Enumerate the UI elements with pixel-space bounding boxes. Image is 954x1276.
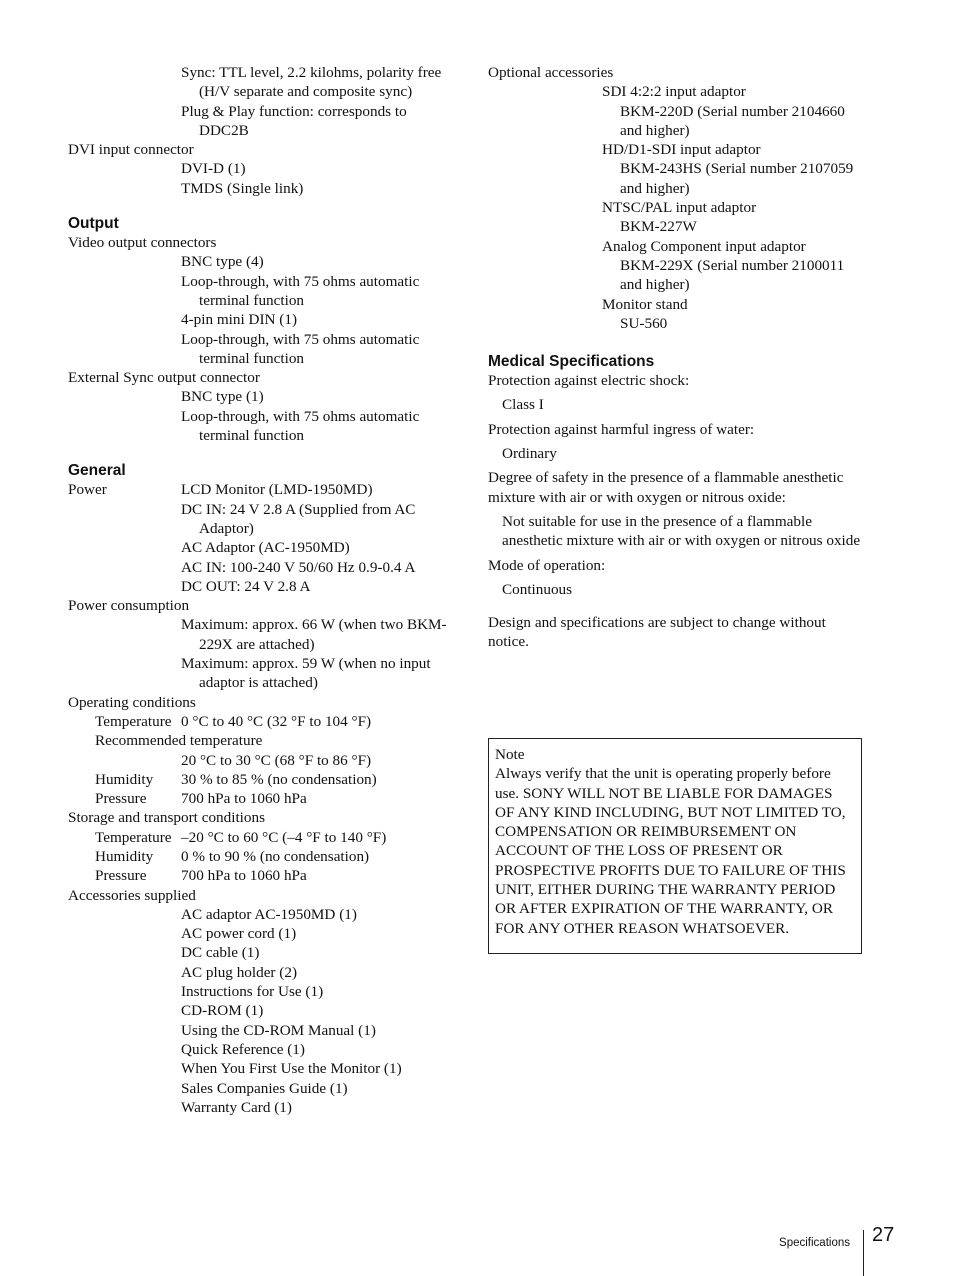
ext-sync-value: BNC type (1) bbox=[181, 388, 264, 406]
footer-divider bbox=[863, 1230, 864, 1276]
optional-model: BKM-229X (Serial number 2100011 and higher) bbox=[620, 256, 845, 294]
page-number: 27 bbox=[872, 1224, 895, 1246]
accessory-item: Sales Companies Guide (1) bbox=[181, 1079, 348, 1097]
optional-label: Optional accessories bbox=[488, 64, 614, 81]
op-pres-label: Pressure bbox=[95, 790, 147, 808]
output-heading: Output bbox=[68, 215, 119, 233]
accessory-item: Instructions for Use (1) bbox=[181, 983, 324, 1001]
video-output-value: BNC type (4) bbox=[181, 253, 264, 271]
power-value: AC Adaptor (AC-1950MD) bbox=[181, 539, 350, 557]
op-hum-row bbox=[68, 770, 448, 789]
accessory-item: Quick Reference (1) bbox=[181, 1040, 305, 1058]
accessories-list bbox=[68, 905, 448, 1117]
general-heading: General bbox=[68, 462, 126, 480]
consumption-value: Maximum: approx. 66 W (when two BKM-229X are attached) bbox=[181, 616, 447, 653]
note-box bbox=[488, 738, 862, 954]
ext-sync-values bbox=[68, 387, 448, 445]
optional-model: BKM-220D (Serial number 2104660 and higher) bbox=[620, 102, 845, 139]
op-pres-value: 700 hPa to 1060 hPa bbox=[181, 790, 307, 808]
video-output-value: 4-pin mini DIN (1) bbox=[181, 311, 297, 329]
storage-label: Storage and transport conditions bbox=[68, 809, 265, 827]
accessory-item: CD-ROM (1) bbox=[181, 1002, 264, 1020]
st-hum-label: Humidity bbox=[95, 847, 154, 865]
accessory-item: Using the CD-ROM Manual (1) bbox=[181, 1021, 376, 1039]
accessories-label: Accessories supplied bbox=[68, 886, 196, 904]
power-value: LCD Monitor (LMD-1950MD) bbox=[181, 481, 373, 499]
st-hum-value: 0 % to 90 % (no condensation) bbox=[181, 847, 370, 865]
op-temp-value: 0 °C to 40 °C (32 °F to 104 °F) bbox=[181, 712, 372, 730]
video-output-value: Loop-through, with 75 ohms automatic terminal function bbox=[181, 330, 420, 367]
st-pres-value: 700 hPa to 1060 hPa bbox=[181, 867, 307, 885]
sync-spec: Sync: TTL level, 2.2 kilohms, polarity free (H/V separate and composite sync) bbox=[181, 64, 442, 101]
op-rec-label: Recommended temperature bbox=[95, 732, 263, 750]
op-rec-value-wrap bbox=[68, 751, 448, 770]
power-values bbox=[68, 500, 448, 596]
medical-question: Degree of safety in the presence of a flammable anesthetic mixture with air or with oxygen or nitrous oxide: bbox=[488, 469, 844, 506]
medical-answer: Ordinary bbox=[502, 445, 557, 463]
page-footer bbox=[760, 1226, 900, 1272]
power-label: Power bbox=[68, 481, 107, 499]
design-note: Design and specifications are subject to change without notice. bbox=[488, 614, 826, 651]
optional-name: Monitor stand bbox=[602, 295, 688, 313]
st-temp-value: –20 °C to 60 °C (–4 °F to 140 °F) bbox=[181, 828, 387, 846]
st-hum-row bbox=[68, 847, 448, 866]
medical-heading: Medical Specifications bbox=[488, 353, 655, 371]
op-pres-row bbox=[68, 789, 448, 808]
medical-question: Protection against electric shock: bbox=[488, 372, 690, 390]
optional-name: NTSC/PAL input adaptor bbox=[602, 199, 757, 217]
accessory-item: When You First Use the Monitor (1) bbox=[181, 1060, 402, 1078]
footer-section: Specifications bbox=[779, 1237, 850, 1249]
power-value: DC OUT: 24 V 2.8 A bbox=[181, 577, 311, 595]
medical-answer: Continuous bbox=[502, 580, 573, 598]
dvi-value: TMDS (Single link) bbox=[181, 179, 304, 197]
ext-sync-value: Loop-through, with 75 ohms automatic terminal function bbox=[181, 407, 420, 445]
accessory-item: AC plug holder (2) bbox=[181, 963, 297, 981]
accessory-item: AC power cord (1) bbox=[181, 925, 297, 943]
op-hum-label: Humidity bbox=[95, 770, 154, 788]
medical-answer: Not suitable for use in the presence of a flammable anesthetic mixture with air or with oxygen or nitrous oxide bbox=[502, 512, 861, 550]
consumption-value: Maximum: approx. 59 W (when no input adaptor is attached) bbox=[181, 655, 431, 692]
input-continued bbox=[68, 63, 448, 140]
st-pres-label: Pressure bbox=[95, 867, 147, 885]
consumption-values bbox=[68, 615, 448, 692]
power-value: DC IN: 24 V 2.8 A (Supplied from AC Adaptor) bbox=[181, 500, 416, 537]
consumption-label: Power consumption bbox=[68, 597, 190, 615]
left-column bbox=[68, 63, 448, 1117]
optional-name: Analog Component input adaptor bbox=[602, 237, 806, 255]
optional-name: SDI 4:2:2 input adaptor bbox=[602, 83, 746, 101]
accessory-item: AC adaptor AC-1950MD (1) bbox=[181, 905, 357, 923]
note-body: Always verify that the unit is operating properly before use. SONY WILL NOT BE LIABLE FOR DAMAGES OF ANY KIND INCLUDING, BUT NOT LIMITED TO, COMPENSATION OR REIMBURSEMENT ON ACCOUNT OF THE LOSS OF PRESENT OR PROSPECTIVE PROFITS DUE TO FAILURE OF THIS UNIT, EITHER DURING THE WARRANTY PERIOD OR AFTER EXPIRATION OF THE WARRANTY, OR FOR ANY OTHER REASON WHATSOEVER. bbox=[495, 765, 846, 937]
st-temp-row bbox=[68, 828, 448, 847]
power-row bbox=[68, 480, 448, 499]
optional-model: SU-560 bbox=[620, 314, 668, 332]
op-temp-label: Temperature bbox=[95, 712, 172, 730]
op-hum-value: 30 % to 85 % (no condensation) bbox=[181, 770, 377, 788]
medical-question: Protection against harmful ingress of water: bbox=[488, 420, 755, 438]
dvi-values bbox=[68, 159, 448, 198]
optional-model: BKM-243HS (Serial number 2107059 and higher) bbox=[620, 160, 854, 197]
note-title: Note bbox=[495, 746, 525, 763]
plug-and-play-spec: Plug & Play function: corresponds to DDC2B bbox=[181, 102, 407, 139]
power-value: AC IN: 100-240 V 50/60 Hz 0.9-0.4 A bbox=[181, 558, 416, 576]
optional-name: HD/D1-SDI input adaptor bbox=[602, 141, 761, 159]
op-rec-value: 20 °C to 30 °C (68 °F to 86 °F) bbox=[181, 751, 372, 769]
st-temp-label: Temperature bbox=[95, 828, 172, 846]
optional-list bbox=[488, 82, 864, 333]
accessory-item: Warranty Card (1) bbox=[181, 1098, 292, 1116]
video-output-values bbox=[68, 252, 448, 368]
op-temp-row bbox=[68, 712, 448, 731]
operating-label: Operating conditions bbox=[68, 693, 196, 711]
right-column bbox=[488, 63, 864, 652]
optional-model: BKM-227W bbox=[620, 218, 697, 236]
accessory-item: DC cable (1) bbox=[181, 944, 260, 962]
st-pres-row bbox=[68, 866, 448, 885]
medical-question: Mode of operation: bbox=[488, 556, 606, 574]
video-output-label: Video output connectors bbox=[68, 234, 217, 252]
dvi-label: DVI input connector bbox=[68, 141, 194, 159]
ext-sync-label: External Sync output connector bbox=[68, 369, 260, 387]
video-output-value: Loop-through, with 75 ohms automatic terminal function bbox=[181, 272, 420, 309]
dvi-value: DVI-D (1) bbox=[181, 160, 246, 178]
medical-answer: Class I bbox=[502, 396, 544, 414]
